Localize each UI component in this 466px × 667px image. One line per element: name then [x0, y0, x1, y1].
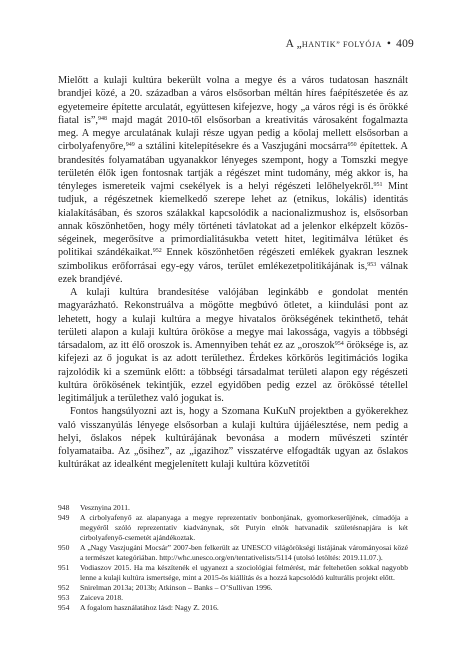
footnote [58, 593, 408, 603]
footnote-number: 954 [58, 603, 70, 612]
footnote-number: 950 [58, 543, 70, 552]
footnote-ref[interactable]: 951 [373, 182, 383, 188]
footnote-ref[interactable]: 948 [97, 115, 107, 122]
footnote-number: 949 [58, 513, 70, 522]
footnote [58, 543, 408, 563]
footnote-text: Snirelman 2013a; 2013b; Atkinson – Banks – O’Sullivan 1996. [80, 583, 273, 592]
footnote [58, 513, 408, 543]
footnote-text: Vodiaszov 2015. Ha ma készítenék el ugyanezt a szociológiai felmérést, már feltehetően sokkal nagyobb lenne a kulaji kultúra ismertsége, mint a 2015-ös kiállítás és a hozzá kapcsolódó kulturális projekt előtt. [80, 563, 408, 582]
text-run: Mielőtt a kulaji kultúra bekerült volna a megye és a város tudatosan használt brandjei közé, a 20. században a város elsősorban méltán híres faépítészetée és az egyetemeire építette arculatát, együttesen kifejezve, hogy „a város régi is és örökké fiatal is”, [58, 75, 408, 126]
paragraph [58, 74, 408, 286]
text-run: A kulaji kultúra brandesítése valójában leginkább e gondolat mentén magyarázható. Rekonstruálva a mögötte megbúvó ötletet, a kiindulási pont az lehetett, hogy a kulaji kultúra a megye hivatalos örökségének tekinthető, tehát területi alapon a kulaji kultúra örököse a megye mai lakossága, vagyis a többségi társadalom, az itt élő oroszok is. Amennyiben tehát ez az „oroszok [58, 287, 408, 351]
footnote-text: Zaiceva 2018. [80, 593, 124, 602]
header-title-word: HANTIK [301, 40, 337, 49]
page-number: 409 [396, 38, 414, 50]
footnotes [58, 503, 408, 613]
footnote [58, 583, 408, 593]
body-text [58, 74, 408, 472]
text-run: Fontos hangsúlyozni azt is, hogy a Szomana KuKuN projektben a gyökerekhez való visszanyúlás lényege elsősorban a kulaji kultúra újjáélesztése, nem pedig a helyi, őslakos népek kultúrájának bevonása a modern művészeti színtér folyamataiba. Az „ősihez”, az „igazihoz” visszatérve elfogadták ugyan az őslakos kultúrákat az idealként megjelenített kulaji kultúra közvetítői [58, 406, 408, 471]
footnote-number: 952 [58, 583, 70, 592]
footnote [58, 603, 408, 613]
header-prefix: A „ [285, 38, 302, 50]
text-run: a sztálini kitelepítésekre és a Vaszjugáni mocsárra [134, 141, 348, 153]
footnote [58, 503, 408, 513]
footnote-number: 953 [58, 593, 70, 602]
text-run: Ennek köszönhetően régészeti emlékek gyakran lesznek szimbolikus erőforrásai egy-egy város, terület emlékezetpolitikájának is, [58, 247, 408, 272]
paragraph [58, 405, 408, 471]
footnote-text: A cirbolyafenyő az alapanyaga a megye reprezentatív bonbonjának, gyomorkeserűjének, címadója a megyéről szóló reprezentatív kiadványnak, sőt Putyin elnök hatvanadik születésnapjára is két cirbolyafenyő-csemetét ajándékoztak. [80, 513, 408, 542]
footnote [58, 563, 408, 583]
header-separator: • [386, 38, 392, 50]
text-run: majd magát 2010-től elsősorban a kreativitás városaként fogalmazta meg. A megye arculatának kulaji része ugyan pedig a kőolaj mellett elsősorban a cirbolyafenyőre, [58, 114, 408, 153]
paragraph [58, 286, 408, 405]
text-run: válnak ezek brandjévé. [58, 260, 409, 285]
footnote-ref[interactable]: 950 [347, 142, 357, 149]
running-header [286, 38, 414, 50]
text-run: öröksége is, az kifejezi az ő jogukat is az adott területhez. Érdekes körkörös legitimációs logika rajzolódik ki a szemünk előtt: a többségi társadalmat területi alapon egy régészeti kultúra örökösének tekintjük, ezzel egyidőben pedig ezzel az örökössé tétellel legitimáljuk a területhez való jogukat is. [58, 340, 408, 404]
text-run: Mint tudjuk, a régészetnek kiemelkedő szerepe lehet az (etnikus, lokális) identitás kialakításában, és szoros szálakkal kapcsolódik a nacionalizmushoz is, elsősorban annak köszönhetően, hogy mély történeti távlatokat ad a jelenkor elképzelt közösségeinek, megerősítve a primordialitásukba vetett hitet, legitimálva létüket és politikai szándékaikat. [58, 181, 408, 259]
footnote-text: A fogalom használatához lásd: Nagy Z. 2016. [80, 603, 219, 612]
footnote-number: 951 [58, 563, 70, 572]
footnote-text: A „Nagy Vaszjugáni Mocsár” 2007-ben felkerült az UNESCO világörökségi listájának várományosai közé a természet kategóriában. http://whc.unesco.org/en/tentativelists/5114 (utolsó letöltés: 2019.11.07.). [80, 543, 408, 562]
footnote-text: Vesznyina 2011. [80, 503, 130, 512]
text-run: építettek. A brandesítés folyamatában ugyanakkor lényeges szempont, hogy a Tomszki megye területén élők igen fontosnak tartják a régészet mint tudomány, még akkor is, ha tényleges ismereteik vajmi csekélyek is a helyi régészeti lelőhelyekről. [58, 141, 408, 192]
footnote-ref[interactable]: 953 [367, 261, 377, 268]
footnote-ref[interactable]: 949 [125, 142, 135, 149]
footnote-ref[interactable]: 954 [334, 341, 344, 347]
header-suffix: ” FOLYÓJA [336, 40, 382, 49]
footnote-ref[interactable]: 952 [152, 248, 162, 255]
footnote-number: 948 [58, 503, 70, 512]
